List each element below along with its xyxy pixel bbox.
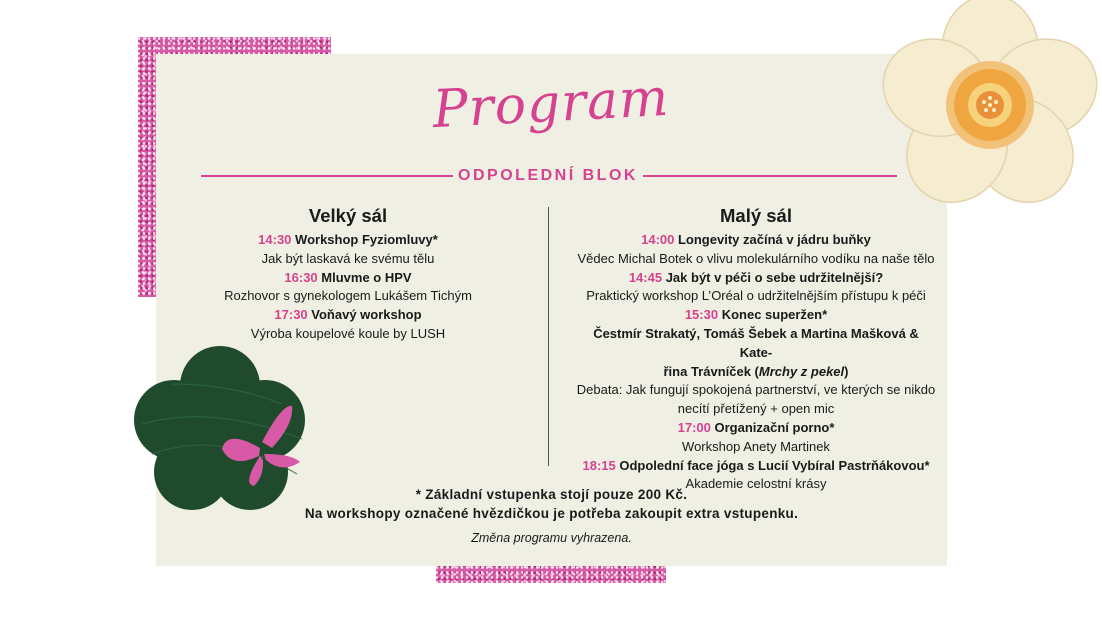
- item-title: Mluvme o HPV: [321, 269, 412, 285]
- program-item: [576, 231, 936, 269]
- item-description: Vědec Michal Botek o vlivu molekulárního vodíku na naše tělo: [577, 250, 935, 266]
- item-title: Konec superžen*: [721, 307, 828, 323]
- title-rule-right: [643, 175, 897, 177]
- program-item: [208, 306, 488, 344]
- item-title: Odpolední face jóga s Lucií Vybíral Pastrňákovou*: [619, 457, 930, 473]
- program-item: [576, 419, 936, 457]
- item-description: Jak být laskavá ke svému tělu: [261, 250, 435, 266]
- program-item: [576, 269, 936, 307]
- item-time: 14:45: [628, 269, 663, 285]
- item-description: Praktický workshop L’Oréal o udržitelnějším přístupu k péči: [586, 288, 926, 304]
- item-time: 16:30: [284, 269, 318, 285]
- column-velky-sal: [208, 205, 488, 344]
- page-title: Program: [431, 67, 671, 141]
- item-title: Voňavý workshop: [311, 307, 422, 323]
- cream-flower-icon: [878, 0, 1102, 212]
- item-description: Rozhovor s gynekologem Lukášem Tichým: [224, 288, 472, 304]
- item-time: 18:15: [582, 457, 616, 473]
- item-description: Výroba koupelové koule by LUSH: [250, 325, 446, 341]
- item-time: 14:00: [641, 232, 675, 247]
- item-time: 15:30: [684, 307, 719, 323]
- item-description: Workshop Anety Martinek: [682, 438, 830, 454]
- item-title: Jak být v péči o sebe udržitelnější?: [665, 269, 884, 285]
- title-rule-left: [201, 175, 453, 177]
- item-time: 17:00: [677, 419, 711, 435]
- column-maly-sal: [576, 205, 936, 494]
- block-title: ODPOLEDNÍ BLOK: [458, 167, 638, 184]
- program-item: [208, 269, 488, 307]
- ticket-note: * Základní vstupenka stojí pouze 200 Kč.: [415, 487, 688, 502]
- item-title: Longevity začíná v jádru buňky: [677, 232, 871, 247]
- item-time: 14:30: [258, 232, 292, 247]
- program-item: [576, 306, 936, 419]
- column-heading: Velký sál: [308, 205, 388, 226]
- item-title: Organizační porno*: [714, 419, 835, 435]
- item-title: Workshop Fyziomluvy*: [295, 232, 438, 247]
- item-speakers: Čestmír Strakatý, Tomáš Šebek a Martina Mašková & Kate- řina Trávníček (Mrchy z pekel): [593, 325, 919, 379]
- extra-ticket-note: Na workshopy označené hvězdičkou je potřeba zakoupit extra vstupenku.: [304, 506, 799, 521]
- program-item: [208, 231, 488, 269]
- column-heading: Malý sál: [720, 205, 792, 226]
- item-description: Debata: Jak fungují spokojená partnerství, ve kterých se nikdo necítí přetížený + open mic: [576, 382, 936, 417]
- green-flower-icon: [132, 344, 314, 512]
- column-divider: [548, 207, 549, 466]
- item-description: Akademie celostní krásy: [685, 476, 827, 492]
- program-change-note: Změna programu vyhrazena.: [471, 531, 632, 545]
- item-time: 17:30: [274, 307, 308, 323]
